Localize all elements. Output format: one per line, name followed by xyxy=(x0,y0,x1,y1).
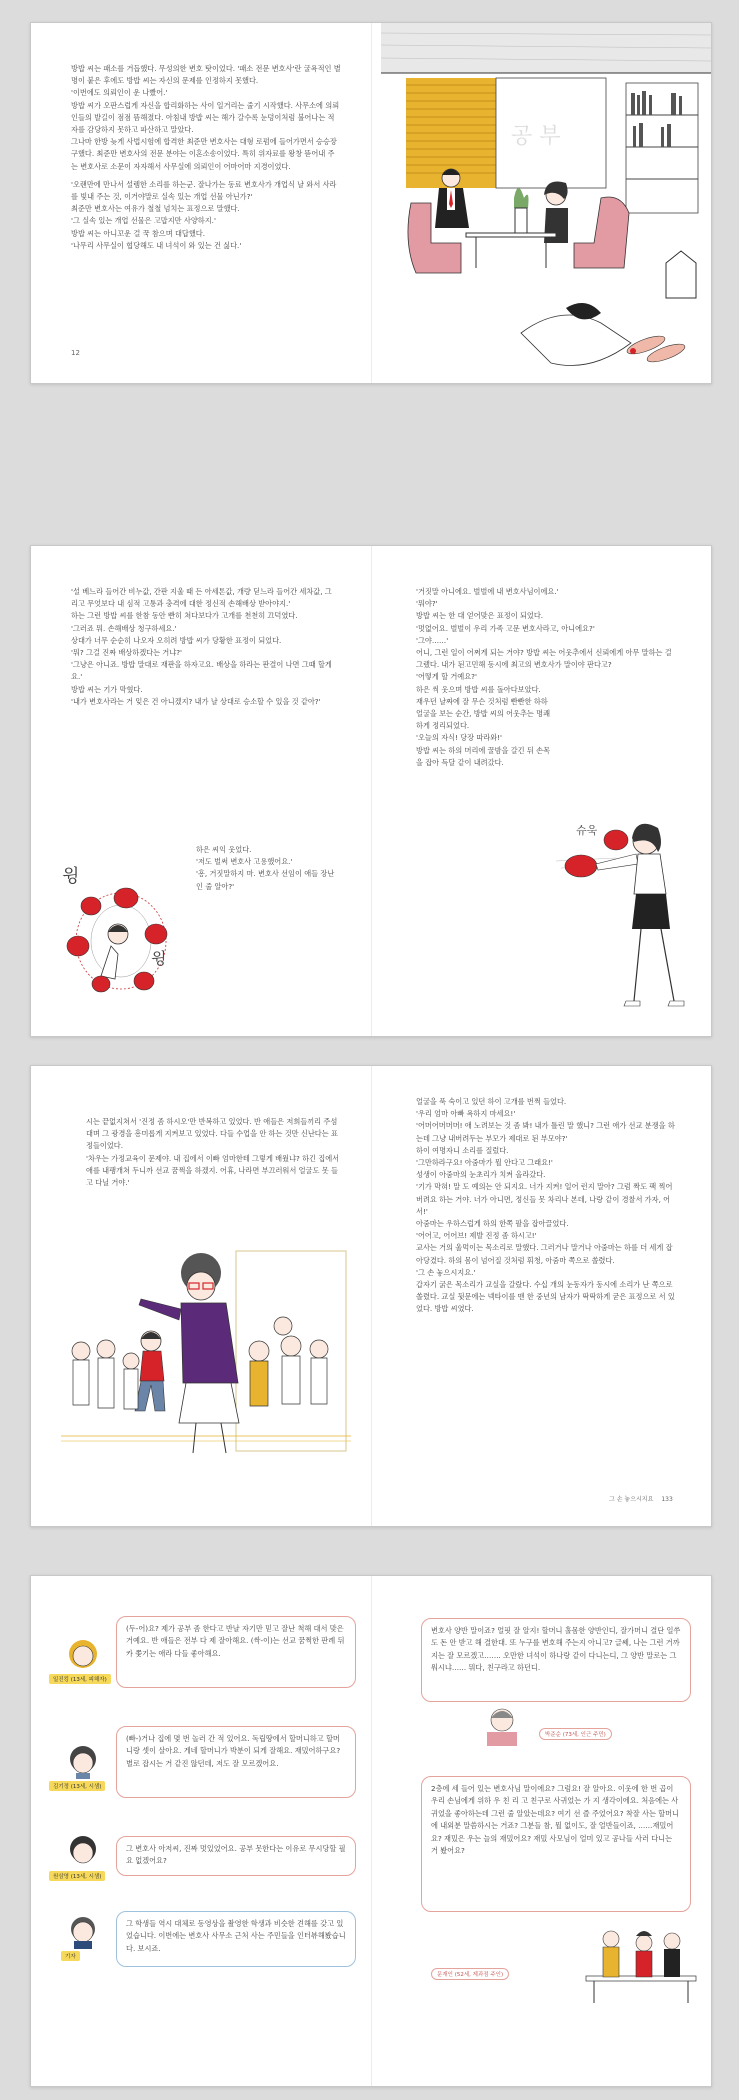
paragraph: 아줌마는 우하스럽게 하의 한쪽 팔을 잡아끌었다. xyxy=(416,1219,569,1229)
avatar xyxy=(479,1706,525,1750)
running-footer xyxy=(609,1494,673,1503)
paragraph: '저도 벌써 변호사 고용했어요.' xyxy=(196,857,293,867)
sfx-text: 윙 xyxy=(62,866,80,887)
interview-bubble: 변호사 양반 말이죠? 얼핏 잘 알지! 할머니 홀몸한 양반인디, 잘가머니 결단 일쑤도 돈 안 받고 해 결한대. 또 누구를 변호해 주는지 아니고? 글쎄, 나는 그런 거까지는 잘 모르겠고……. 오만한 녀석이 하나랑 같이 다니는디, 그 양반 말로는 그 워시냐…… 뭐다, 친구라고 하던디. xyxy=(421,1618,691,1702)
avatar xyxy=(64,1741,102,1783)
story-text-block xyxy=(71,63,341,252)
speaker-tag: 원삼영 (13세, 시샘) xyxy=(49,1871,105,1881)
story-text-left xyxy=(71,586,336,708)
paragraph: 시는 끝없지쳐서 '진정 좀 하시오'만 반복하고 있었다. 반 애들은 저희들끼리 주섬대며 그 광경을 흥미롭게 지켜보고 있었다. 다들 수업을 안 하는 것만 신난다는 표정들이었다. xyxy=(86,1117,338,1151)
paragraph: 방밥 씨는 아니꼬운 걸 꾹 참으며 대답했다. xyxy=(71,228,206,238)
story-text-right xyxy=(416,1096,676,1316)
page-number: 12 xyxy=(71,349,80,357)
paragraph: 어니, 그런 일이 어쩌게 되는 거야? 방밥 씨는 어웃추에서 신뢰에게 아무 말하는 걸 그랬다. 내가 된고민해 동시에 최고의 변호사가 말이야 판다고? xyxy=(416,648,672,670)
classroom-confrontation-illustration xyxy=(51,1231,361,1496)
speaker-tag: 일진킹 (13세, 피해자) xyxy=(49,1674,111,1684)
paragraph: 방밥 씨가 오판스럽게 자신을 합리화하는 사이 일거리는 줄기 시작했다. 사무소에 의뢰인들의 발길이 점점 뜸해졌다. 아침내 방밥 씨는 해가 갈수록 눈덩이처럼 불어나는 적자를 감당하지 못하고 파산하고 말았다. xyxy=(71,100,340,135)
sfx-text: 슈욱 xyxy=(576,824,598,837)
paragraph: '뭐야?' xyxy=(416,599,438,609)
avatar xyxy=(64,1634,102,1676)
book-spread-1 xyxy=(30,22,712,384)
book-spread-2 xyxy=(30,545,712,1037)
interview-bubble: 그 학생들 역시 대체로 동영상을 촬영한 학생과 비슷한 견해를 갖고 있었습니다. 이번에는 변호사 사무소 근처 사는 주민들을 인터뷰해봤습니다. 보시죠. xyxy=(116,1911,356,1967)
boxer-girl-illustration xyxy=(556,796,706,1026)
paragraph: 그나마 한방 늦게 사법시험에 합격한 최준만 변호사는 대형 로펌에 들어가면서 승승장구했다. 최준만 변호사의 전문 분야는 이혼소송이었다. 특히 위자료를 왕창 뜯어내 주는 변호사로 소문이 자자해서 사무실에 의뢰인이 어마어마 지경이었다. xyxy=(71,137,337,171)
paragraph: 하은 씩 웃으며 방밥 씨를 돌아다보았다. xyxy=(416,684,541,694)
interview-bubble: (빠-)거나 집에 몇 번 놀러 간 적 있어요. 독립땅에서 할머니하고 할머니랑 셋이 살아요. 게네 할머니가 박분이 되게 잘해요. 재밌어하구요? 별로 잡시는 거 같진 않던데, 저도 잘 모르겠어요. xyxy=(116,1726,356,1798)
story-text-left-bottom xyxy=(196,844,341,893)
paragraph: 얼굴을 푹 숙이고 있던 하이 고개를 번쩍 들었다. xyxy=(416,1097,567,1106)
speaker-tag: 문재인 (52세, 제과점 주인) xyxy=(431,1968,509,1980)
paragraph: '차우는 가정교육이 문제야. 내 집에서 이빠 엄마한테 그렇게 배웠냐? 하긴 집에서 애를 내팽개쳐 두니까 선교 꿈쩍을 하겠지. 어휴, 나라면 부끄러워서 얼굴도 못 들고 다닐 거야.' xyxy=(86,1153,340,1188)
paragraph: 하은 씨익 웃었다. xyxy=(196,845,252,854)
boxing-glove-spin-illustration xyxy=(56,846,186,1006)
avatar xyxy=(64,1911,102,1953)
paragraph: '그러죠 뭐. 손해배상 청구하세요.' xyxy=(71,623,177,633)
paragraph: 방밥 씨는 기가 막혔다. xyxy=(71,684,143,694)
avatar xyxy=(64,1831,102,1873)
interview-bubble: (두-어)요? 제가 공부 좀 한다고 반날 자기만 믿고 잘난 척해 대서 맞은 거예요. 반 애들은 전부 다 제 잘아해요. (싹-이)는 선교 꿈쩍한 판례 뒤카 쫓기는 애라 다들 좋아해요. xyxy=(116,1616,356,1688)
paragraph: 방밥 씨는 하의 머리에 꿀밤을 갈긴 뒤 손목을 잡아 득달 같이 내려갔다. xyxy=(416,745,551,767)
interview-bubble: 2층에 세 들어 있는 변호사님 말이에요? 그럼요! 잘 알아요. 이웃에 한 번 곱이 우리 손님에게 위하 우 친 리 고 친구로 사귀었는 가 지 생각이에요. 처음에는 사귀었을 좋아하는데 그런 줄 알았는데요? 여기 선 즐 주었어요? 착잘 사는 할머니에 내외분 말씀하시는 거죠? 그분들 참, 뭘 없이도, 잘 얼반들이죠, ……재밌어요? 재밌은 우는 늘의 재밌어요? 재밌 사모님이 얼미 있고 공나들 사러 다니는 거 봤어요? xyxy=(421,1776,691,1912)
book-spread-4 xyxy=(30,1575,712,2087)
paragraph: 성생이 아줌마의 눈초리가 치켜 올라갔다. xyxy=(416,1170,546,1180)
paragraph: '흥, 거짓말하지 마. 변호사 선임이 애들 장난인 줄 알아?' xyxy=(196,869,335,891)
paragraph: 하이 여명자니 소리를 질렀다. xyxy=(416,1145,509,1155)
gutter xyxy=(371,546,372,1036)
paragraph: '어머어머머머! 애 노려보는 것 좀 봐! 내가 틀린 말 했니? 그런 애가 선교 분쟁을 하는데 그냥 내버려두는 부모가 제대로 된 부모야?' xyxy=(416,1121,675,1143)
paragraph: '내가 변호사라는 거 잊은 건 아니겠지? 내가 날 상대로 승소할 수 있을 것 같아?' xyxy=(71,696,321,706)
paragraph: '그 손 놓으시지요.' xyxy=(416,1267,476,1277)
story-text-left xyxy=(86,1116,341,1189)
paragraph: '우리 엄마 아빠 욕하지 마세요!' xyxy=(416,1109,516,1119)
paragraph: '그만하라구요! 아줌마가 뭘 안다고 그래요!' xyxy=(416,1158,553,1168)
footer-label: 그 손 놓으시지요 xyxy=(609,1496,654,1503)
paragraph: 상대가 너무 순순히 나오자 오히려 방밥 씨가 당황한 표정이 되었다. xyxy=(71,635,282,645)
neighbors-bench-illustration xyxy=(576,1911,706,2011)
paragraph: 방밥 씨는 한 대 얻어맞은 표정이 되었다. xyxy=(416,611,544,621)
gutter xyxy=(371,1576,372,2086)
paragraph: '어어고, 어어브! 제발 진정 좀 하시고!' xyxy=(416,1231,537,1241)
gutter xyxy=(371,1066,372,1526)
paragraph: '오랜만에 만나서 설렘한 소리를 하는군. 잘나가는 동료 변호사가 개업식 날 와서 사라를 빛내 주는 것, 이거야말로 실속 있는 개업 선물 아닌가?' xyxy=(71,179,337,202)
paragraph: '기가 막혀! 말 도 예의는 안 되지요. 너가 지켜! 일어 런지 말아? 그럼 짝도 팩 찍어버려요 하는 거야. 너가 아니면, 정신들 못 차리나 본데, 나랑 같이 경찰서 가자, 어서!' xyxy=(416,1182,673,1216)
story-text-right xyxy=(416,586,674,769)
paragraph: '멋없어요. 벌벌이 우리 가족 고문 변호사라고, 아니에요?' xyxy=(416,623,595,633)
paragraph: 하는 그런 방밥 씨를 한참 동안 빤히 쳐다보다가 고개를 천천히 끄덕였다. xyxy=(71,611,298,621)
sfx-text: 윙 xyxy=(151,949,167,968)
paragraph: '거짓말 아니에요. 벌벌에 내 변호사님이에요.' xyxy=(416,587,559,596)
paragraph: '오늘의 자식! 당장 따라와!' xyxy=(416,733,503,743)
paragraph: 방밥 씨는 패소를 거듭했다. 무성의한 변호 탓이었다. '패소 전문 변호사'란 굴욕적인 별명이 붙은 후에도 방밥 씨는 자신의 문제를 인정하지 못했다. xyxy=(71,64,341,86)
interview-bubble: 그 변호사 아저씨, 진짜 멋있었어요. 공부 못한다는 이유로 무시당할 필요 없겠어요? xyxy=(116,1836,356,1876)
paragraph: '어떻게 할 거예요?' xyxy=(416,672,477,682)
paragraph: 갑자기 굵은 목소리가 교실을 갈랐다. 수십 개의 눈동자가 동시에 소리가 난 쪽으로 쏠렸다. 교실 뒷문에는 넥타이를 맨 한 중년의 남자가 딱딱하게 굳은 표정으로 서 있었다. 방밥 씨였다. xyxy=(416,1280,675,1314)
paragraph: 재우던 날짜에 잘 무슨 것처럼 빤빤한 하하 얼굴을 보는 순간, 방밥 씨의 어웃추는 명쾌하게 정리되었다. xyxy=(416,696,551,731)
paragraph: '뭐? 그걸 진짜 배상하겠다는 거냐?' xyxy=(71,648,182,658)
gutter xyxy=(371,23,372,383)
paragraph: '그냥은 아니죠. 방밥 말대로 재판을 하자고요. 배상을 하라는 판결이 나면 그때 할게요.' xyxy=(71,660,332,682)
paragraph: '나무리 사무실이 협당해도 내 녀석이 와 있는 건 싫다.' xyxy=(71,240,242,250)
paragraph: '그야……' xyxy=(416,635,449,645)
paragraph: '그 실속 있는 개업 선물은 고맙지만 사양하지.' xyxy=(71,216,216,226)
office-illustration xyxy=(381,23,711,383)
speaker-tag: 박준순 (73세, 인근 주민) xyxy=(539,1728,612,1740)
window-sign-text: 공 부 xyxy=(511,124,561,149)
speaker-tag: 기자 xyxy=(61,1951,80,1961)
speaker-tag: 김기정 (13세, 시샘) xyxy=(49,1781,105,1791)
paragraph: '설 베느라 들어간 비누값, 간판 지울 때 든 아세톤값, 개량 딛느라 들어간 세차값, 그리고 무엇보다 내 심적 고통과 충격에 대한 정신적 손해배상 받아야지.' xyxy=(71,587,332,609)
paragraph: 교사는 거의 울먹이는 목소리로 말했다. 그러거나 말거나 아줌마는 하를 더 세게 잡아당겼다. 하의 몸이 넘어질 것처럼 휘청, 아줌마 쪽으로 쏠렸다. xyxy=(416,1243,673,1265)
book-spread-3 xyxy=(30,1065,712,1527)
page-number: 133 xyxy=(661,1496,673,1503)
paragraph: '이번에도 의뢰인이 운 나빴어.' xyxy=(71,88,168,98)
paragraph: 최준만 변호사는 여유가 철철 넘치는 표정으로 말했다. xyxy=(71,204,240,214)
